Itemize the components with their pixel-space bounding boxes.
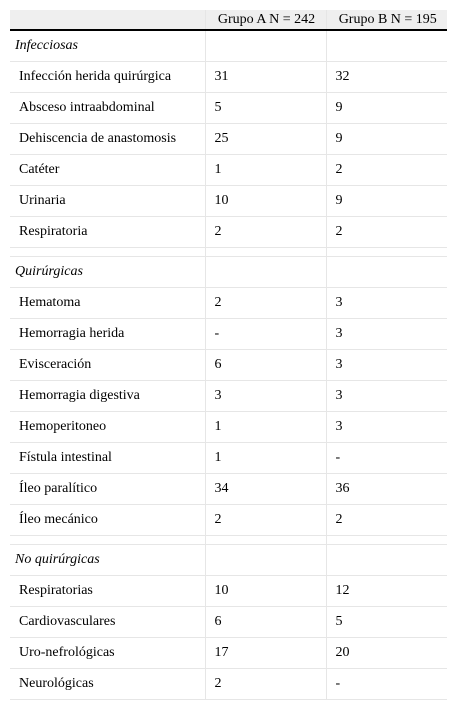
table-row xyxy=(10,62,447,93)
section-empty-cell xyxy=(326,30,447,62)
spacer-cell xyxy=(205,248,326,257)
complication-name-cell: Respiratoria xyxy=(10,217,205,248)
grupo-a-value-cell: 5 xyxy=(205,93,326,124)
complication-name-cell: Catéter xyxy=(10,155,205,186)
table-body xyxy=(10,30,447,700)
grupo-a-value-cell: 2 xyxy=(205,217,326,248)
grupo-b-value-cell: 9 xyxy=(326,186,447,217)
complication-name-cell: Urinaria xyxy=(10,186,205,217)
table-row xyxy=(10,638,447,669)
spacer-cell xyxy=(10,536,205,545)
complication-name-cell: Fístula intestinal xyxy=(10,443,205,474)
grupo-a-value-cell: 17 xyxy=(205,638,326,669)
grupo-a-value-cell: 1 xyxy=(205,155,326,186)
spacer-cell xyxy=(326,536,447,545)
table-row xyxy=(10,474,447,505)
header-cell-grupo-b: Grupo B N = 195 xyxy=(326,10,447,30)
grupo-b-value-cell: 2 xyxy=(326,155,447,186)
table-row xyxy=(10,155,447,186)
complication-name-cell: Hematoma xyxy=(10,288,205,319)
table-row xyxy=(10,124,447,155)
grupo-a-value-cell: 6 xyxy=(205,607,326,638)
spacer-cell xyxy=(10,248,205,257)
complication-name-cell: Neurológicas xyxy=(10,669,205,700)
grupo-b-value-cell: 9 xyxy=(326,93,447,124)
spacer-cell xyxy=(326,248,447,257)
grupo-b-value-cell: 3 xyxy=(326,319,447,350)
grupo-a-value-cell: 2 xyxy=(205,505,326,536)
grupo-a-value-cell: - xyxy=(205,319,326,350)
table-row xyxy=(10,576,447,607)
table-row xyxy=(10,186,447,217)
grupo-a-value-cell: 25 xyxy=(205,124,326,155)
complication-name-cell: Íleo paralítico xyxy=(10,474,205,505)
complication-name-cell: Evisceración xyxy=(10,350,205,381)
grupo-a-value-cell: 31 xyxy=(205,62,326,93)
table-row xyxy=(10,217,447,248)
table-row xyxy=(10,381,447,412)
table-row xyxy=(10,669,447,700)
section-title: Quirúrgicas xyxy=(10,257,205,288)
grupo-a-value-cell: 1 xyxy=(205,412,326,443)
table-row xyxy=(10,350,447,381)
grupo-b-value-cell: 36 xyxy=(326,474,447,505)
grupo-b-value-cell: 3 xyxy=(326,412,447,443)
complication-name-cell: Uro-nefrológicas xyxy=(10,638,205,669)
grupo-a-value-cell: 1 xyxy=(205,443,326,474)
grupo-b-value-cell: 20 xyxy=(326,638,447,669)
complication-name-cell: Dehiscencia de anastomosis xyxy=(10,124,205,155)
section-empty-cell xyxy=(205,545,326,576)
grupo-a-value-cell: 2 xyxy=(205,288,326,319)
table-row xyxy=(10,443,447,474)
grupo-a-value-cell: 10 xyxy=(205,576,326,607)
table-header-row xyxy=(10,10,447,30)
section-header-row xyxy=(10,30,447,62)
complication-name-cell: Hemoperitoneo xyxy=(10,412,205,443)
table-row xyxy=(10,288,447,319)
table-row xyxy=(10,319,447,350)
complication-name-cell: Íleo mecánico xyxy=(10,505,205,536)
grupo-b-value-cell: 9 xyxy=(326,124,447,155)
complications-table xyxy=(10,10,447,700)
table-row xyxy=(10,93,447,124)
section-empty-cell xyxy=(326,257,447,288)
header-cell-empty xyxy=(10,10,205,30)
grupo-b-value-cell: - xyxy=(326,443,447,474)
section-title: No quirúrgicas xyxy=(10,545,205,576)
header-cell-grupo-a: Grupo A N = 242 xyxy=(205,10,326,30)
section-header-row xyxy=(10,545,447,576)
grupo-a-value-cell: 2 xyxy=(205,669,326,700)
grupo-b-value-cell: - xyxy=(326,669,447,700)
grupo-b-value-cell: 3 xyxy=(326,350,447,381)
grupo-a-value-cell: 34 xyxy=(205,474,326,505)
section-header-row xyxy=(10,257,447,288)
section-title: Infecciosas xyxy=(10,30,205,62)
table-row xyxy=(10,505,447,536)
grupo-b-value-cell: 3 xyxy=(326,381,447,412)
grupo-b-value-cell: 12 xyxy=(326,576,447,607)
grupo-b-value-cell: 2 xyxy=(326,505,447,536)
table-row xyxy=(10,607,447,638)
spacer-cell xyxy=(205,536,326,545)
section-empty-cell xyxy=(326,545,447,576)
complication-name-cell: Infección herida quirúrgica xyxy=(10,62,205,93)
grupo-b-value-cell: 2 xyxy=(326,217,447,248)
grupo-a-value-cell: 6 xyxy=(205,350,326,381)
section-empty-cell xyxy=(205,30,326,62)
table-row xyxy=(10,412,447,443)
grupo-a-value-cell: 3 xyxy=(205,381,326,412)
grupo-b-value-cell: 32 xyxy=(326,62,447,93)
section-empty-cell xyxy=(205,257,326,288)
complication-name-cell: Respiratorias xyxy=(10,576,205,607)
section-spacer xyxy=(10,248,447,257)
grupo-a-value-cell: 10 xyxy=(205,186,326,217)
complication-name-cell: Cardiovasculares xyxy=(10,607,205,638)
grupo-b-value-cell: 5 xyxy=(326,607,447,638)
complication-name-cell: Hemorragia herida xyxy=(10,319,205,350)
complication-name-cell: Hemorragia digestiva xyxy=(10,381,205,412)
complication-name-cell: Absceso intraabdominal xyxy=(10,93,205,124)
section-spacer xyxy=(10,536,447,545)
grupo-b-value-cell: 3 xyxy=(326,288,447,319)
